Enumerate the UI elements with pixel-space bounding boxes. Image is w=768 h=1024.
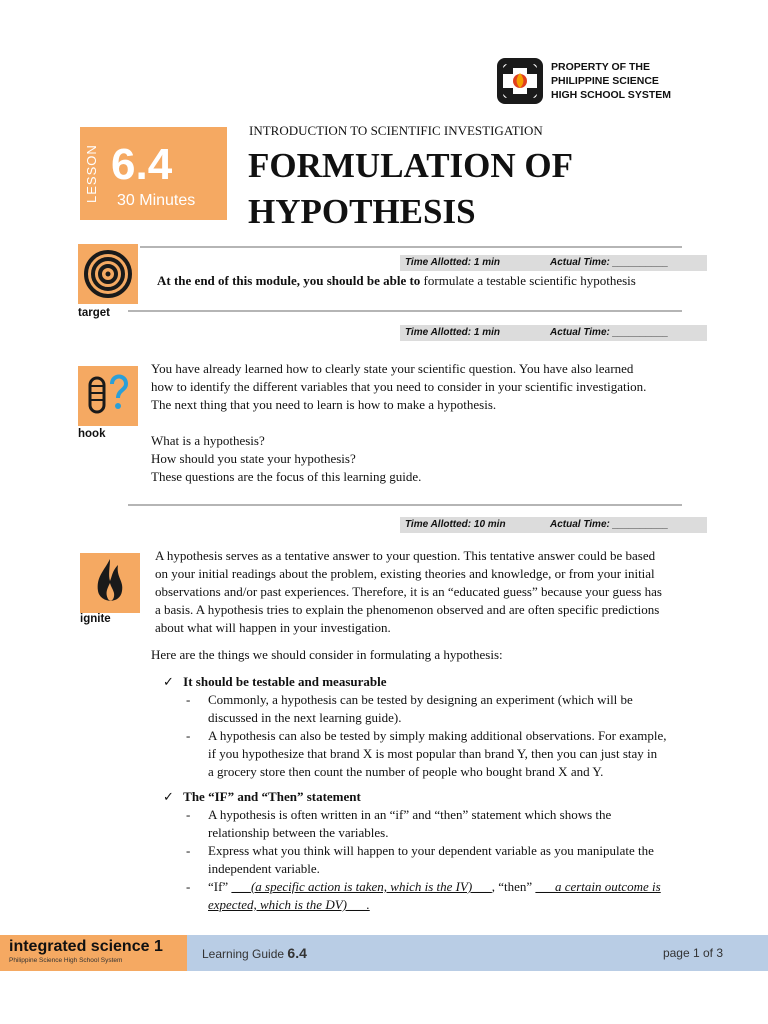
lesson-number: 6.4	[111, 140, 173, 189]
course-name: INTRODUCTION TO SCIENTIFIC INVESTIGATION	[249, 123, 543, 138]
objective-rest: formulate a testable scientific hypothesis	[420, 273, 636, 288]
divider	[140, 246, 682, 248]
text-line: on your initial readings about the problem, existing theories and knowledge, or from your initial	[155, 566, 655, 581]
lesson-word: LESSON	[84, 144, 99, 203]
property-line: PROPERTY OF THE	[551, 61, 650, 73]
school-system: Philippine Science High School System	[9, 957, 123, 964]
ignite-paragraph	[155, 547, 715, 637]
property-line: PHILIPPINE SCIENCE	[551, 75, 659, 87]
actual-time: Actual Time: __________	[550, 327, 669, 338]
target-tile	[78, 244, 138, 304]
time-allotted: Time Allotted: 1 min	[405, 257, 501, 268]
dash-item: - A hypothesis can also be tested by simply making additional observations. For example, if you hypothesize that brand X is most popular than brand Y, then you can just stay in a grocery store then count the number of people who bought brand X and Y.	[186, 728, 667, 779]
dash-list	[186, 691, 710, 781]
text-line: These questions are the focus of this learning guide.	[151, 469, 422, 484]
ignite-tile	[80, 553, 140, 613]
course-brand: integrated science 1	[9, 938, 163, 955]
pshs-logo-icon	[497, 58, 543, 104]
text-line: You have already learned how to clearly state your scientific question. You have also learned	[151, 361, 634, 376]
time-bar	[400, 325, 707, 341]
text-line: observations and/or past experiences. Therefore, it is an “educated guess” because your guess has	[155, 584, 662, 599]
divider	[128, 310, 682, 312]
property-line: HIGH SCHOOL SYSTEM	[551, 89, 671, 101]
title-line: FORMULATION OF	[248, 146, 574, 185]
hook-paragraph	[151, 360, 711, 486]
time-bar	[400, 255, 707, 271]
text-line: relationship between the variables.	[208, 825, 389, 840]
hook-label: hook	[78, 428, 106, 440]
text-line: about what will happen in your investigation.	[155, 620, 391, 635]
dash-item: - A hypothesis is often written in an “if” and “then” statement which shows the relationship between the variables.	[186, 807, 612, 840]
actual-time: Actual Time: __________	[550, 257, 669, 268]
text-line: expected, which is the DV)___.	[208, 897, 370, 912]
time-allotted: Time Allotted: 10 min	[405, 519, 506, 530]
flame-icon	[80, 553, 140, 613]
target-icon	[78, 244, 138, 304]
page-number: page 1 of 3	[662, 946, 723, 960]
text-line: a basis. A hypothesis tries to explain the phenomenon observed and are often specific predictions	[155, 602, 660, 617]
text-line: Commonly, a hypothesis can be tested by designing an experiment (which will be	[208, 692, 633, 707]
text-line: A hypothesis is often written in an “if” and “then” statement which shows the	[208, 807, 612, 822]
target-label: target	[78, 307, 110, 319]
checkmark-icon: ✓	[163, 674, 174, 689]
checklist-item	[163, 673, 386, 691]
rope-hook-icon	[78, 366, 138, 426]
lesson-duration: 30 Minutes	[117, 192, 196, 209]
dash-item: - Express what you think will happen to your dependent variable as you manipulate the independent variable.	[186, 843, 654, 876]
time-allotted: Time Allotted: 1 min	[405, 327, 501, 338]
title-line: HYPOTHESIS	[248, 192, 476, 231]
actual-time: Actual Time: __________	[550, 519, 669, 530]
text-line: discussed in the next learning guide).	[208, 710, 402, 725]
checklist-title: It should be testable and measurable	[183, 674, 387, 689]
page-title	[248, 143, 573, 235]
text-line: How should you state your hypothesis?	[151, 451, 356, 466]
objective-lead: At the end of this module, you should be able to	[157, 273, 421, 288]
checklist-item	[163, 788, 361, 806]
text-line: how to identify the different variables that you need to consider in your scientific investigation.	[151, 379, 647, 394]
property-text	[551, 60, 671, 102]
text-line: A hypothesis can also be tested by simply making additional observations. For example,	[208, 728, 667, 743]
hook-tile	[78, 366, 138, 426]
text-line: The next thing that you need to learn is how to make a hypothesis.	[151, 397, 497, 412]
text-line: What is a hypothesis?	[151, 433, 265, 448]
time-bar	[400, 517, 707, 533]
dash-list	[186, 806, 710, 914]
if-then-template: “If” ___(a specific action is taken, which is the IV)___, “then” ___a certain outcome is	[208, 879, 661, 894]
dash-item: - “If” ___(a specific action is taken, which is the IV)___, “then” ___a certain outcome is expected, which is the DV)___.	[186, 879, 661, 912]
footer-info-bar	[187, 935, 768, 971]
divider	[128, 504, 682, 506]
checklist-title: The “IF” and “Then” statement	[183, 789, 361, 804]
text-line: independent variable.	[208, 861, 320, 876]
text-line: A hypothesis serves as a tentative answer to your question. This tentative answer could be based	[155, 548, 656, 563]
objective-text	[157, 272, 636, 290]
dash-item: - Commonly, a hypothesis can be tested by designing an experiment (which will be discussed in the next learning guide).	[186, 692, 633, 725]
considerations-intro: Here are the things we should consider in formulating a hypothesis:	[151, 647, 503, 662]
text-line: Express what you think will happen to your dependent variable as you manipulate the	[208, 843, 654, 858]
learning-guide: Learning Guide 6.4	[202, 945, 307, 961]
checkmark-icon: ✓	[163, 789, 174, 804]
text-line: a grocery store then count the number of people who bought brand X and Y.	[208, 764, 604, 779]
text-line: if you hypothesize that brand X is most popular than brand Y, then you can just stay in	[208, 746, 658, 761]
ignite-label: ignite	[80, 613, 111, 625]
footer-brand-block	[0, 935, 187, 971]
